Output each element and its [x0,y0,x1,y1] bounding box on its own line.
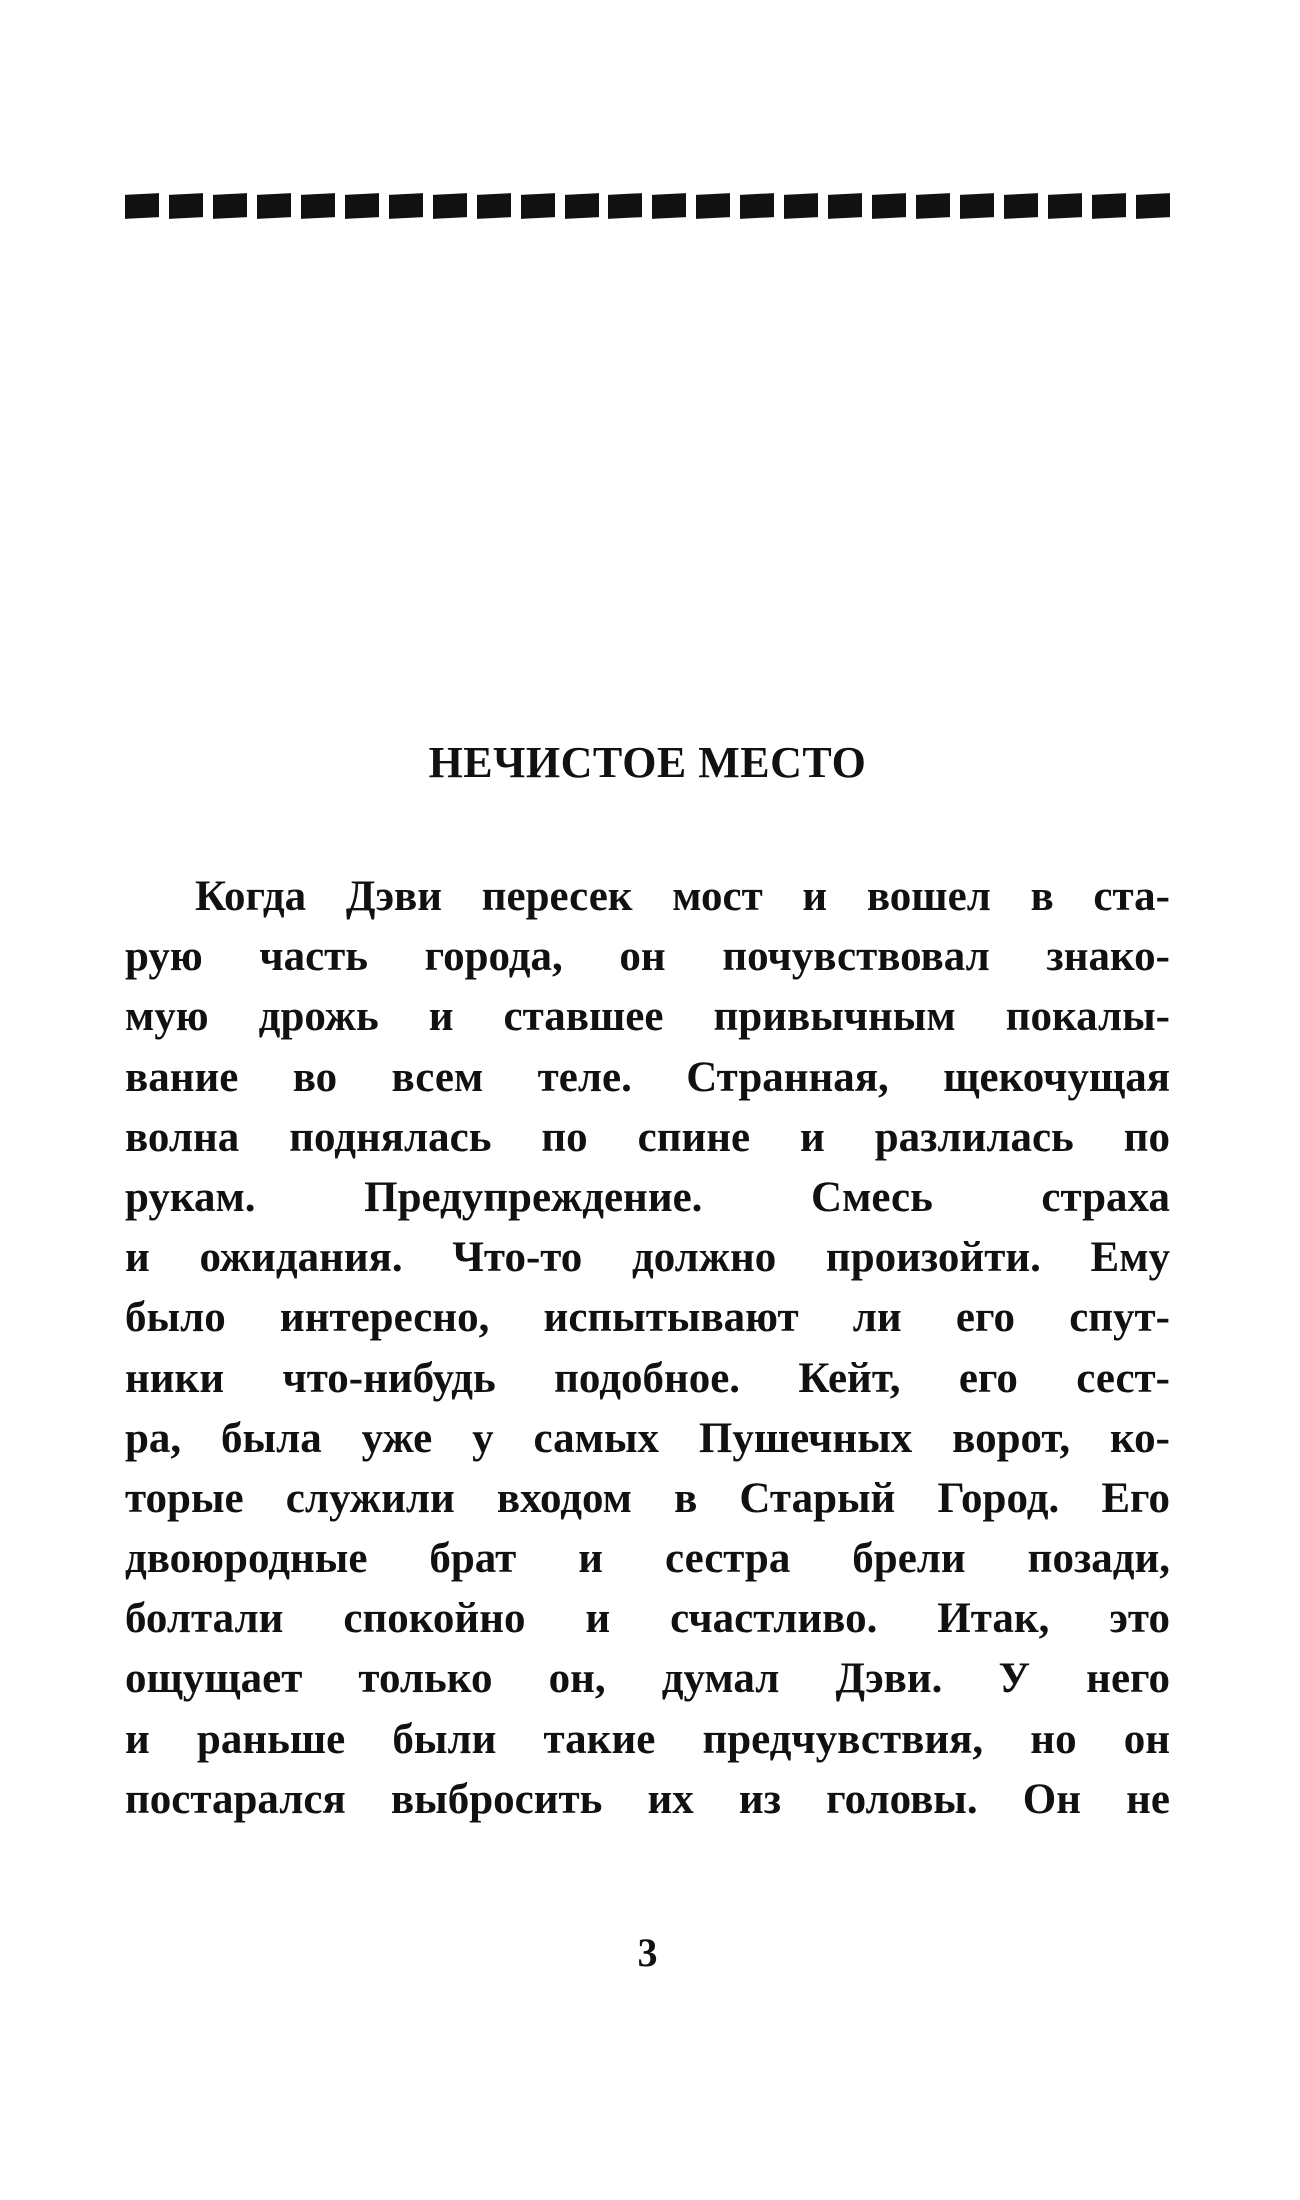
text-line: вание во всем теле. Странная, щекочущая [125,1053,1170,1101]
text-line: Когда Дэви пересек мост и вошел в ста- [195,873,1170,920]
page-number: 3 [637,1930,658,1975]
ornament-dash [565,193,599,219]
ornament-dash [169,193,203,219]
ornament-dash [125,193,159,219]
ornament-dash [740,193,774,219]
ornament-dash [389,193,423,219]
ornament-dash [916,193,950,219]
ornament-dash [608,193,642,219]
ornament-dash [213,193,247,219]
text-line: и раньше были такие предчувствия, но он [125,1715,1170,1763]
text-line: мую дрожь и ставшее привычным покалы- [125,993,1170,1041]
text-line: ники что-нибудь подобное. Кейт, его сест- [125,1354,1170,1402]
text-line: торые служили входом в Старый Город. Его [125,1474,1170,1522]
text-line: ощущает только он, думал Дэви. У него [125,1655,1170,1703]
ornament-dash [652,193,686,219]
ornament-dash [828,193,862,219]
text-line: рукам. Предупреждение. Смесь страха [125,1173,1170,1221]
ornament-dash [1092,193,1126,219]
text-line: было интересно, испытывают ли его спут- [125,1294,1170,1342]
ornament-dash [960,193,994,219]
ornament-dash [345,193,379,219]
body-text [125,867,1170,1830]
chapter-title: НЕЧИСТОЕ МЕСТО [428,738,867,787]
ornament-dash [1136,193,1170,219]
text-line: болтали спокойно и счастливо. Итак, это [125,1595,1170,1643]
ornament-dash [872,193,906,219]
text-line: и ожидания. Что-то должно произойти. Ему [125,1234,1170,1282]
dashed-header-ornament [125,193,1170,219]
text-line: рую часть города, он почувствовал знако- [125,933,1170,981]
text-line: двоюродные брат и сестра брели позади, [125,1535,1170,1583]
text-line: ра, была уже у самых Пушечных ворот, ко- [125,1414,1170,1462]
ornament-dash [257,193,291,219]
ornament-dash [433,193,467,219]
ornament-dash [521,193,555,219]
ornament-dash [477,193,511,219]
ornament-dash [1048,193,1082,219]
text-line: волна поднялась по спине и разлилась по [125,1113,1170,1161]
ornament-dash [301,193,335,219]
ornament-dash [1004,193,1038,219]
ornament-dash [784,193,818,219]
ornament-dash [696,193,730,219]
text-line: постарался выбросить их из головы. Он не [125,1775,1170,1823]
